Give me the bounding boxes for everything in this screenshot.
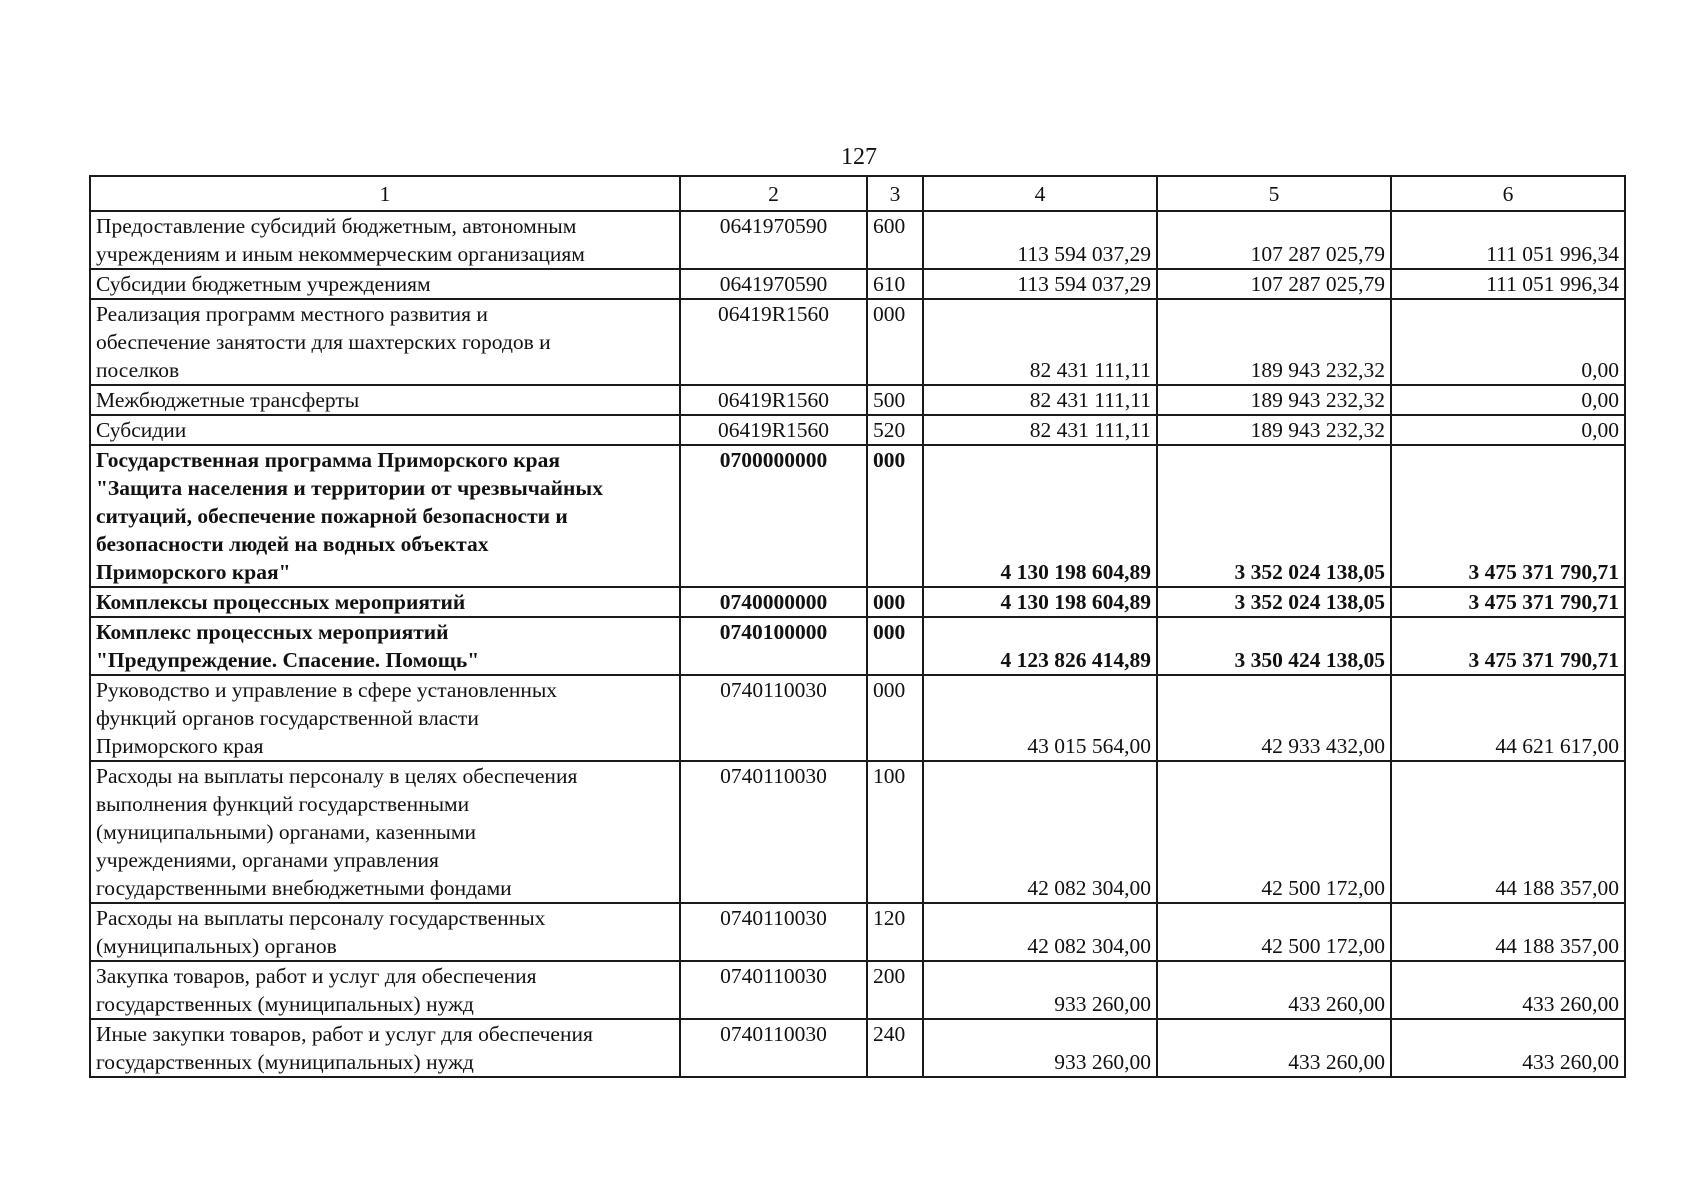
table-row [90, 1019, 1625, 1077]
amount-col-5: 3 352 024 138,05 [1157, 587, 1391, 617]
row-name [90, 617, 680, 675]
amount-col-5: 107 287 025,79 [1157, 211, 1391, 269]
amount-col-4: 933 260,00 [923, 1019, 1157, 1077]
row-name [90, 961, 680, 1019]
amount-col-4: 933 260,00 [923, 961, 1157, 1019]
target-code: 0641970590 [680, 211, 867, 269]
row-name [90, 269, 680, 299]
table-row [90, 299, 1625, 385]
row-name-line: Межбюджетные трансферты [96, 388, 360, 412]
target-code: 0740110030 [680, 761, 867, 903]
target-code: 0700000000 [680, 445, 867, 587]
target-code: 0740110030 [680, 903, 867, 961]
amount-col-6: 433 260,00 [1391, 961, 1625, 1019]
amount-col-6: 111 051 996,34 [1391, 269, 1625, 299]
row-name [90, 1019, 680, 1077]
target-code: 0740100000 [680, 617, 867, 675]
amount-col-6: 44 188 357,00 [1391, 903, 1625, 961]
expense-type-code: 520 [867, 415, 923, 445]
amount-col-5: 42 500 172,00 [1157, 903, 1391, 961]
row-name-line: (муниципальных) органов [96, 934, 337, 958]
row-name-line: учреждениям и иным некоммерческим организациям [96, 242, 585, 266]
row-name-line: Руководство и управление в сфере установленных [96, 678, 558, 702]
target-code: 0740110030 [680, 675, 867, 761]
amount-col-4: 42 082 304,00 [923, 903, 1157, 961]
amount-col-5: 433 260,00 [1157, 1019, 1391, 1077]
amount-col-4: 4 123 826 414,89 [923, 617, 1157, 675]
row-name-line: Государственная программа Приморского края [96, 448, 561, 472]
amount-col-5: 42 933 432,00 [1157, 675, 1391, 761]
table-row [90, 211, 1625, 269]
row-name-line: безопасности людей на водных объектах [96, 532, 489, 556]
row-name [90, 675, 680, 761]
table-row [90, 587, 1625, 617]
table-row [90, 269, 1625, 299]
table-row [90, 385, 1625, 415]
amount-col-4: 42 082 304,00 [923, 761, 1157, 903]
expense-type-code: 120 [867, 903, 923, 961]
amount-col-4: 4 130 198 604,89 [923, 587, 1157, 617]
column-header: 4 [923, 176, 1157, 211]
row-name-line: ситуаций, обеспечение пожарной безопасности и [96, 504, 568, 528]
row-name-line: Субсидии бюджетным учреждениям [96, 272, 431, 296]
expense-type-code: 000 [867, 675, 923, 761]
amount-col-5: 433 260,00 [1157, 961, 1391, 1019]
row-name-line: государственных (муниципальных) нужд [96, 1050, 474, 1074]
expense-type-code: 600 [867, 211, 923, 269]
row-name [90, 299, 680, 385]
row-name-line: функций органов государственной власти [96, 706, 479, 730]
expense-type-code: 000 [867, 299, 923, 385]
column-header: 6 [1391, 176, 1625, 211]
amount-col-5: 3 352 024 138,05 [1157, 445, 1391, 587]
amount-col-5: 189 943 232,32 [1157, 299, 1391, 385]
row-name [90, 211, 680, 269]
page-number: 127 [841, 144, 877, 170]
amount-col-4: 82 431 111,11 [923, 299, 1157, 385]
table-row [90, 761, 1625, 903]
row-name-line: учреждениями, органами управления [96, 848, 439, 872]
amount-col-4: 82 431 111,11 [923, 415, 1157, 445]
expense-type-code: 000 [867, 587, 923, 617]
amount-col-5: 3 350 424 138,05 [1157, 617, 1391, 675]
amount-col-6: 111 051 996,34 [1391, 211, 1625, 269]
table-row [90, 415, 1625, 445]
row-name [90, 385, 680, 415]
amount-col-4: 113 594 037,29 [923, 211, 1157, 269]
amount-col-6: 433 260,00 [1391, 1019, 1625, 1077]
table-body [90, 211, 1625, 1077]
row-name-line: "Защита населения и территории от чрезвычайных [96, 476, 603, 500]
amount-col-4: 82 431 111,11 [923, 385, 1157, 415]
amount-col-6: 44 621 617,00 [1391, 675, 1625, 761]
row-name-line: "Предупреждение. Спасение. Помощь" [96, 648, 480, 672]
table-row [90, 675, 1625, 761]
column-header: 5 [1157, 176, 1391, 211]
target-code: 06419R1560 [680, 415, 867, 445]
row-name-line: Комплекс процессных мероприятий [96, 620, 449, 644]
table-row [90, 903, 1625, 961]
target-code: 06419R1560 [680, 385, 867, 415]
column-header: 1 [90, 176, 680, 211]
amount-col-4: 113 594 037,29 [923, 269, 1157, 299]
row-name-line: поселков [96, 358, 180, 382]
amount-col-5: 189 943 232,32 [1157, 415, 1391, 445]
expense-type-code: 500 [867, 385, 923, 415]
budget-table [89, 175, 1626, 1078]
amount-col-6: 3 475 371 790,71 [1391, 617, 1625, 675]
amount-col-4: 43 015 564,00 [923, 675, 1157, 761]
row-name-line: (муниципальными) органами, казенными [96, 820, 476, 844]
row-name-line: Предоставление субсидий бюджетным, автономным [96, 214, 577, 238]
amount-col-6: 0,00 [1391, 299, 1625, 385]
expense-type-code: 100 [867, 761, 923, 903]
target-code: 0740000000 [680, 587, 867, 617]
expense-type-code: 000 [867, 617, 923, 675]
column-header: 3 [867, 176, 923, 211]
row-name [90, 761, 680, 903]
amount-col-6: 3 475 371 790,71 [1391, 445, 1625, 587]
target-code: 0740110030 [680, 1019, 867, 1077]
row-name-line: Комплексы процессных мероприятий [96, 590, 466, 614]
row-name-line: выполнения функций государственными [96, 792, 470, 816]
amount-col-6: 44 188 357,00 [1391, 761, 1625, 903]
table-row [90, 961, 1625, 1019]
amount-col-6: 3 475 371 790,71 [1391, 587, 1625, 617]
row-name-line: Иные закупки товаров, работ и услуг для обеспечения [96, 1022, 593, 1046]
row-name-line: Субсидии [96, 418, 187, 442]
expense-type-code: 240 [867, 1019, 923, 1077]
amount-col-5: 189 943 232,32 [1157, 385, 1391, 415]
column-number-row [90, 176, 1625, 211]
row-name [90, 445, 680, 587]
target-code: 0641970590 [680, 269, 867, 299]
row-name-line: Закупка товаров, работ и услуг для обеспечения [96, 964, 537, 988]
row-name [90, 903, 680, 961]
row-name [90, 415, 680, 445]
row-name-line: Расходы на выплаты персоналу государственных [96, 906, 546, 930]
row-name-line: обеспечение занятости для шахтерских городов и [96, 330, 551, 354]
amount-col-4: 4 130 198 604,89 [923, 445, 1157, 587]
table-row [90, 617, 1625, 675]
target-code: 0740110030 [680, 961, 867, 1019]
row-name-line: государственными внебюджетными фондами [96, 876, 512, 900]
row-name-line: Реализация программ местного развития и [96, 302, 488, 326]
row-name-line: государственных (муниципальных) нужд [96, 992, 474, 1016]
row-name-line: Приморского края [96, 734, 264, 758]
amount-col-5: 107 287 025,79 [1157, 269, 1391, 299]
row-name-line: Приморского края" [96, 560, 291, 584]
expense-type-code: 200 [867, 961, 923, 1019]
expense-type-code: 610 [867, 269, 923, 299]
amount-col-6: 0,00 [1391, 385, 1625, 415]
column-header: 2 [680, 176, 867, 211]
table-row [90, 445, 1625, 587]
amount-col-6: 0,00 [1391, 415, 1625, 445]
target-code: 06419R1560 [680, 299, 867, 385]
amount-col-5: 42 500 172,00 [1157, 761, 1391, 903]
row-name [90, 587, 680, 617]
row-name-line: Расходы на выплаты персоналу в целях обеспечения [96, 764, 578, 788]
expense-type-code: 000 [867, 445, 923, 587]
